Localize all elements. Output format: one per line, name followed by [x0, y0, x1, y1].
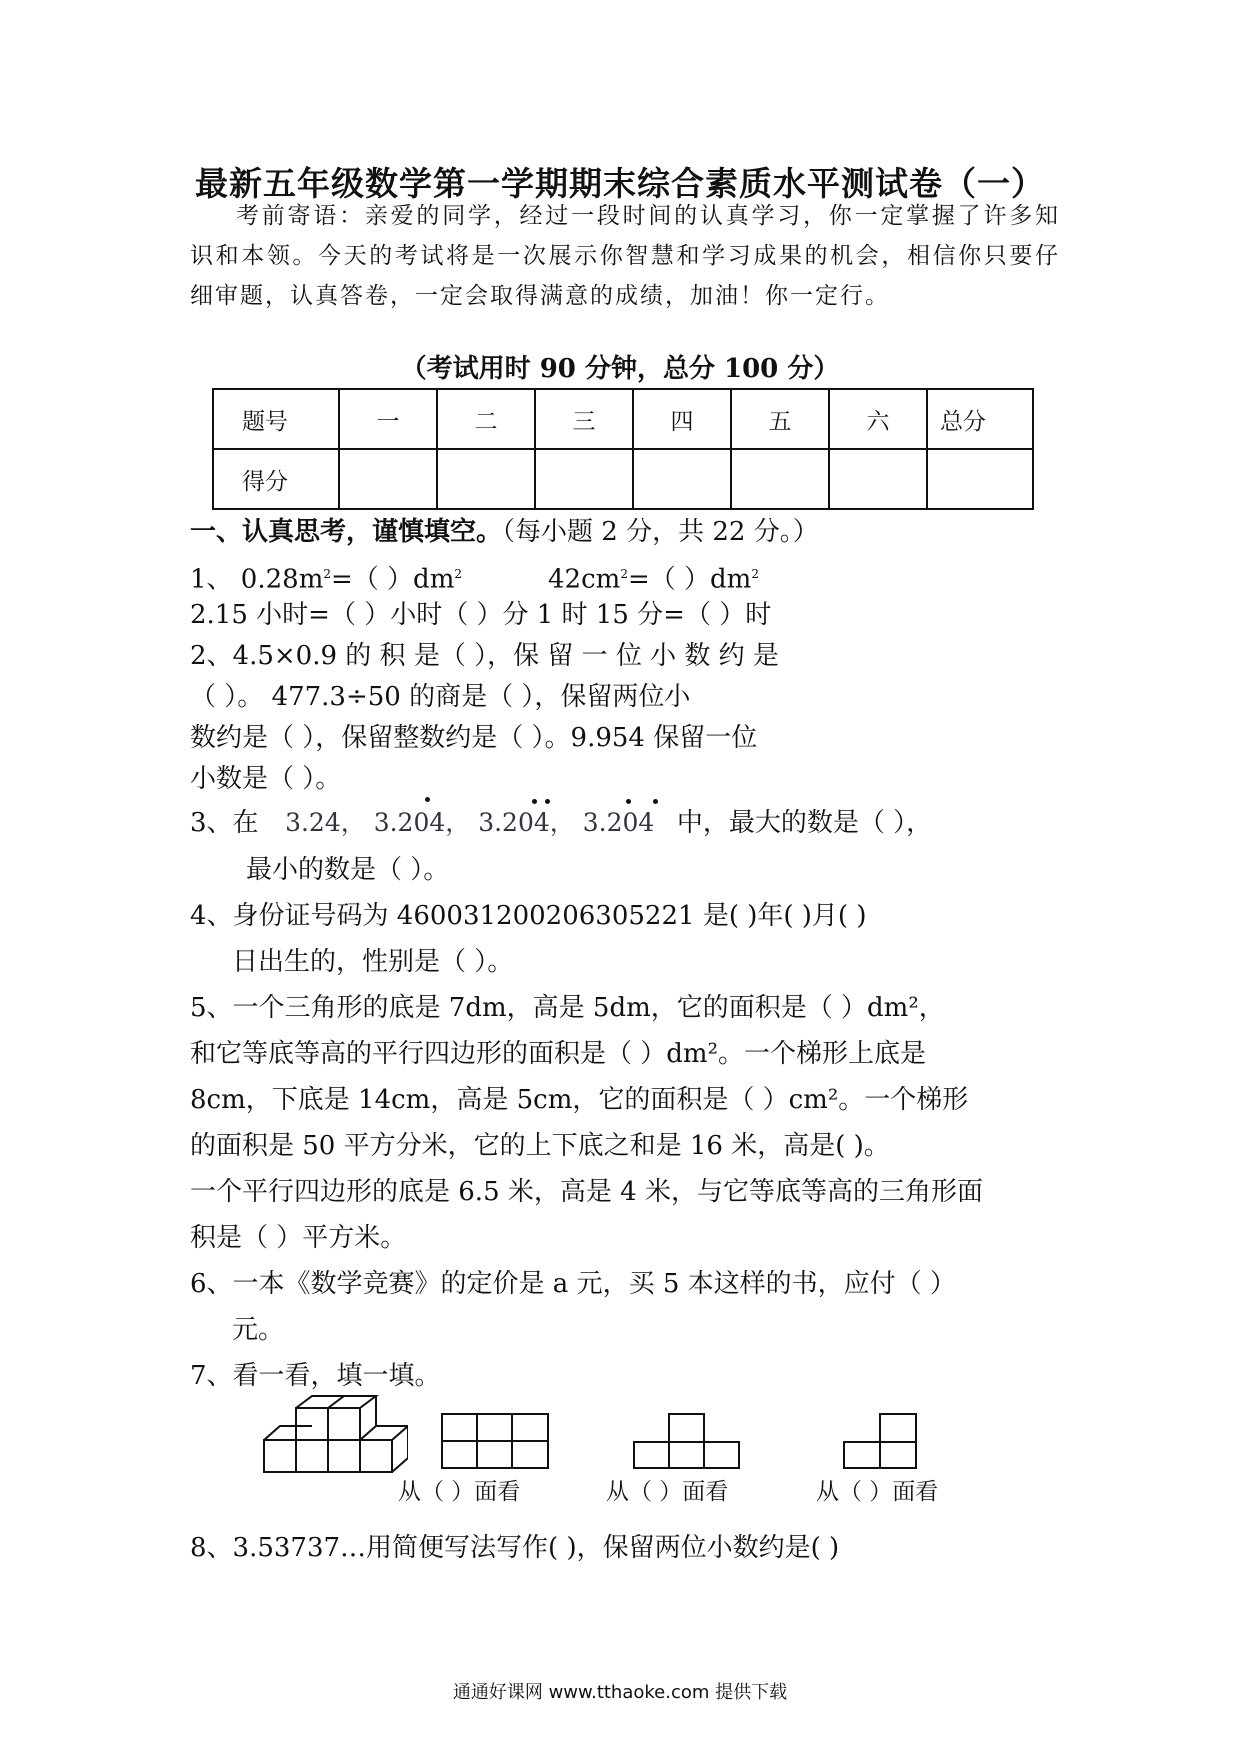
view-square: [880, 1414, 916, 1442]
q1-sup: 2: [323, 567, 331, 581]
score-header-cell: 题号: [213, 389, 339, 449]
section-note: （每小题 2 分，共 22 分。）: [502, 517, 819, 547]
cube-face: [328, 1408, 360, 1440]
cube-face: [264, 1440, 296, 1472]
q1-text: 1、 0.28m: [190, 564, 324, 595]
view-label-1: 从（ ）面看: [398, 1479, 521, 1505]
question-5-line-6: 积是（ ）平方米。: [190, 1223, 407, 1253]
cube-face: [296, 1440, 328, 1472]
score-header-cell: 总分: [927, 389, 1033, 449]
score-header-cell: 三: [535, 389, 633, 449]
section-1-heading: [190, 514, 819, 550]
question-5-line-5: 一个平行四边形的底是 6.5 米，高是 4 米，与它等底等高的三角形面: [190, 1177, 983, 1207]
repeat-dot: [653, 799, 658, 804]
repeat-dot: [532, 799, 537, 804]
intro-paragraph: 考前寄语：亲爱的同学，经过一段时间的认真学习，你一定掌握了许多知识和本领。今天的考试将是一次展示你智慧和学习成果的机会，相信你只要仔细审题，认真答卷，一定会取得满意的成绩，加油！你一定行。: [190, 203, 1060, 309]
q1-sup: 2: [751, 567, 759, 581]
score-cell[interactable]: [437, 449, 535, 509]
score-header-cell: 四: [633, 389, 731, 449]
question-5-line-3: 8cm，下底是 14cm，高是 5cm，它的面积是（ ）cm²。一个梯形: [190, 1085, 969, 1115]
page-footer: 通通好课网 www.tthaoke.com 提供下载: [452, 1682, 788, 1703]
question-4-line-2: 日出生的，性别是（ ）。: [232, 947, 514, 977]
score-cell[interactable]: [535, 449, 633, 509]
question-2-line-2: （ ）。 477.3÷50 的商是（ ），保留两位小: [190, 682, 691, 712]
score-cell[interactable]: [829, 449, 927, 509]
question-2-line-4: 小数是（ ）。: [190, 764, 342, 794]
question-2-line-1: 2、4.5×0.9 的 积 是（ ），保 留 一 位 小 数 约 是: [190, 641, 779, 671]
q3-numbers: 3.24， 3.204， 3.204， 3.204: [285, 808, 655, 837]
section-heading-text: 一、认真思考，谨慎填空。: [190, 517, 503, 547]
score-header-cell: 五: [731, 389, 829, 449]
score-table-score-row: [213, 449, 1033, 509]
question-5-line-1: 5、一个三角形的底是 7dm，高是 5dm，它的面积是（ ）dm²，: [190, 993, 945, 1023]
question-1-line-2: 2.15 小时=（ ）小时（ ）分 1 时 15 分=（ ）时: [190, 600, 772, 630]
score-cell[interactable]: [927, 449, 1033, 509]
q1-sup: 2: [620, 567, 628, 581]
score-cell[interactable]: [731, 449, 829, 509]
question-6-line-1: 6、一本《数学竞赛》的定价是 a 元，买 5 本这样的书，应付（ ）: [190, 1269, 956, 1299]
view-square: [669, 1442, 704, 1468]
question-3-line-2: 最小的数是（ ）。: [246, 855, 450, 885]
q1-text: =（ ）dm: [331, 564, 455, 595]
question-1-line-1: [190, 556, 759, 598]
cube-edge: [360, 1426, 408, 1440]
score-cell[interactable]: [633, 449, 731, 509]
question-5-line-4: 的面积是 50 平方分米，它的上下底之和是 16 米，高是( )。: [190, 1131, 890, 1161]
question-6-line-2: 元。: [232, 1315, 285, 1345]
view-square: [880, 1442, 916, 1468]
view-square: [844, 1442, 880, 1468]
repeat-dot: [626, 799, 631, 804]
page-title: 最新五年级数学第一学期期末综合素质水平测试卷（一）: [195, 164, 1045, 203]
score-header-cell: 一: [339, 389, 437, 449]
view-figure-3: [842, 1412, 922, 1472]
view-label-3: 从（ ）面看: [816, 1479, 939, 1505]
question-4-line-1: 4、身份证号码为 460031200206305221 是( )年( )月( ): [190, 901, 867, 931]
question-8-line-1: 8、3.53737…用简便写法写作( )，保留两位小数约是( ): [190, 1533, 840, 1563]
question-5-line-2: 和它等底等高的平行四边形的面积是（ ）dm²。一个梯形上底是: [190, 1039, 926, 1069]
q1-sup: 2: [454, 567, 462, 581]
view-square: [704, 1442, 739, 1468]
q3-suffix: 中，最大的数是（ ），: [676, 808, 933, 838]
cube-face: [296, 1408, 328, 1440]
view-figure-2: [632, 1412, 742, 1472]
view-label-2: 从（ ）面看: [606, 1479, 729, 1505]
score-header-cell: 六: [829, 389, 927, 449]
cube-stack-figure: [258, 1394, 408, 1480]
cube-face: [360, 1440, 392, 1472]
repeat-dot: [425, 797, 430, 802]
score-table: [212, 388, 1034, 510]
view-figure-1: [440, 1412, 550, 1472]
exam-subtitle: （考试用时 90 分钟，总分 100 分）: [400, 354, 840, 384]
view-square: [669, 1414, 704, 1442]
q3-prefix: 3、在: [190, 808, 259, 838]
question-2-line-3: 数约是（ ），保留整数约是（ ）。9.954 保留一位: [190, 723, 758, 753]
cube-face: [328, 1440, 360, 1472]
cube-edge: [328, 1396, 344, 1408]
score-header-cell: 二: [437, 389, 535, 449]
score-table-header-row: [213, 389, 1033, 449]
score-cell[interactable]: [339, 449, 437, 509]
view-square: [634, 1442, 669, 1468]
question-7-line-1: 7、看一看，填一填。: [190, 1361, 441, 1391]
q1-text: 42cm: [548, 564, 621, 595]
cube-edge: [392, 1458, 408, 1472]
cube-edge: [264, 1426, 312, 1440]
question-3-line-1: [190, 805, 932, 841]
score-row-label: 得分: [213, 449, 339, 509]
q1-text: =（ ）dm: [627, 564, 752, 595]
repeat-dot: [545, 799, 550, 804]
